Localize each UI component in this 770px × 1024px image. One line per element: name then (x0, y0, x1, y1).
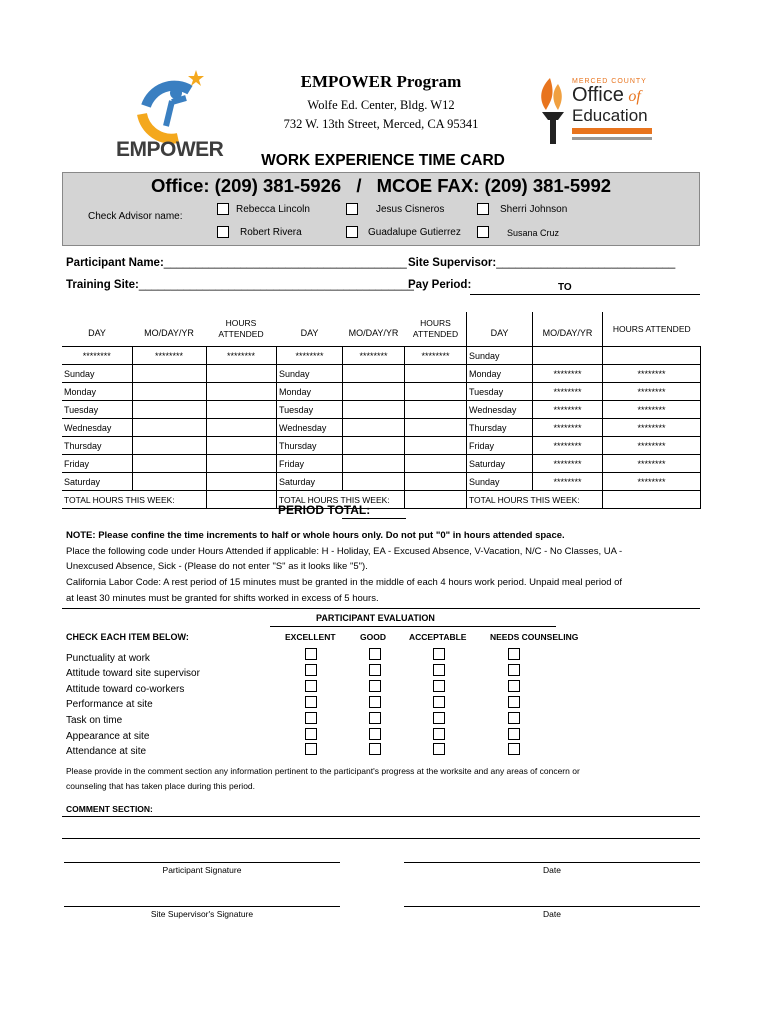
address-line-2: 732 W. 13th Street, Merced, CA 95341 (283, 117, 479, 131)
advisor-checkbox-sherri[interactable] (477, 203, 489, 215)
eval-col-excellent: EXCELLENT (285, 632, 336, 642)
hours-cell[interactable] (206, 383, 276, 401)
col-header-hours (405, 312, 467, 347)
advisor-name: Susana Cruz (507, 228, 560, 238)
stars-cell: ******** (132, 347, 206, 365)
eval-checkbox-needs-counseling[interactable] (508, 712, 520, 724)
pay-period-field[interactable] (470, 294, 700, 295)
col-header-date: MO/DAY/YR (144, 328, 194, 338)
day-cell: Tuesday (277, 401, 343, 419)
mcoe-of-word: of (628, 88, 641, 105)
check-each-label: CHECK EACH ITEM BELOW: (66, 632, 189, 642)
date-cell[interactable] (343, 473, 405, 491)
eval-col-needs-counseling: NEEDS COUNSELING (490, 632, 579, 642)
eval-checkbox-acceptable[interactable] (433, 728, 445, 740)
eval-checkbox-needs-counseling[interactable] (508, 743, 520, 755)
contact-separator: / (356, 175, 362, 196)
table-row (277, 437, 467, 455)
table-row (62, 437, 276, 455)
torch-icon (536, 76, 570, 146)
advisor-checkbox-guadalupe[interactable] (346, 226, 358, 238)
advisor-name: Jesus Cisneros (376, 204, 445, 215)
site-supervisor-label: Site Supervisor: (408, 257, 497, 269)
eval-checkbox-excellent[interactable] (305, 648, 317, 660)
participant-name-label: Participant Name: (66, 257, 164, 269)
hours-cell[interactable] (206, 419, 276, 437)
pay-period-to: TO (558, 282, 572, 293)
period-total-label: PERIOD TOTAL: (278, 503, 371, 517)
day-cell: Wednesday (467, 401, 533, 419)
training-site-label: Training Site: (66, 279, 139, 291)
hours-cell[interactable] (405, 383, 467, 401)
hours-header-bottom: ATTENDED (218, 329, 264, 339)
eval-item: Task on time (66, 715, 123, 726)
stars-cell: ******** (603, 473, 701, 491)
date-cell[interactable] (132, 383, 206, 401)
mcoe-logo (536, 76, 656, 148)
date-cell[interactable] (343, 383, 405, 401)
advisor-name: Robert Rivera (240, 227, 302, 238)
eval-checkbox-excellent[interactable] (305, 728, 317, 740)
date-cell[interactable] (132, 455, 206, 473)
day-cell: Saturday (467, 455, 533, 473)
participant-name-field[interactable]: ______________________________________ (163, 257, 407, 269)
address-line-1: Wolfe Ed. Center, Bldg. W12 (307, 98, 455, 112)
eval-checkbox-good[interactable] (369, 648, 381, 660)
week-total-cell[interactable] (405, 491, 467, 509)
hours-header-top: HOURS (420, 318, 451, 328)
eval-item: Attitude toward site supervisor (66, 668, 200, 679)
stars-cell: ******** (62, 347, 132, 365)
eval-item: Performance at site (66, 699, 153, 710)
table-row (467, 437, 701, 455)
eval-col-acceptable: ACCEPTABLE (409, 632, 467, 642)
col-header-day: DAY (467, 312, 533, 347)
col-header-day: DAY (88, 328, 106, 338)
day-cell: Friday (467, 437, 533, 455)
advisor-name: Rebecca Lincoln (236, 204, 310, 215)
table-row (62, 473, 276, 491)
eval-checkbox-excellent[interactable] (305, 712, 317, 724)
eval-checkbox-needs-counseling[interactable] (508, 648, 520, 660)
eval-checkbox-good[interactable] (369, 712, 381, 724)
eval-checkbox-needs-counseling[interactable] (508, 728, 520, 740)
table-row (467, 383, 701, 401)
eval-checkbox-acceptable[interactable] (433, 696, 445, 708)
date-cell[interactable] (343, 419, 405, 437)
day-cell: Wednesday (62, 419, 132, 437)
site-supervisor-row (408, 257, 675, 269)
eval-checkbox-acceptable[interactable] (433, 648, 445, 660)
eval-checkbox-good[interactable] (369, 696, 381, 708)
stars-cell: ******** (206, 347, 276, 365)
hours-cell[interactable] (206, 365, 276, 383)
eval-checkbox-excellent[interactable] (305, 743, 317, 755)
stars-cell: ******** (533, 401, 603, 419)
hours-cell[interactable] (405, 473, 467, 491)
supervisor-date-label: Date (543, 909, 561, 919)
advisor-checkbox-robert[interactable] (217, 226, 229, 238)
table-row (467, 473, 701, 491)
eval-checkbox-acceptable[interactable] (433, 712, 445, 724)
eval-checkbox-good[interactable] (369, 743, 381, 755)
day-cell: Sunday (277, 365, 343, 383)
col-header-day: DAY (300, 328, 319, 338)
eval-checkbox-excellent[interactable] (305, 696, 317, 708)
table-row (62, 383, 276, 401)
comment-instructions-2: counseling that has taken place during this period. (66, 781, 256, 791)
table-row (467, 419, 701, 437)
comment-instructions: Please provide in the comment section any information pertinent to the participant's progress at the worksite and any areas of concern or (66, 766, 580, 776)
col-header-hours (206, 312, 276, 347)
participant-date-label: Date (543, 865, 561, 875)
advisor-checkbox-susana[interactable] (477, 226, 489, 238)
table-row (467, 401, 701, 419)
stars-cell: ******** (533, 365, 603, 383)
note-line: Unexcused Absence, Sick - (Please do not enter "S" as it looks like "5"). (66, 561, 368, 572)
empower-logo (116, 68, 224, 164)
stars-cell: ******** (603, 383, 701, 401)
table-row (277, 419, 467, 437)
note-line: California Labor Code: A rest period of 15 minutes must be granted in the middle of each 4 hours work period. Unpaid meal period of (66, 577, 623, 588)
eval-item: Attitude toward co-workers (66, 684, 185, 695)
eval-checkbox-good[interactable] (369, 728, 381, 740)
eval-item: Appearance at site (66, 731, 150, 742)
date-cell[interactable] (132, 473, 206, 491)
day-cell: Saturday (62, 473, 132, 491)
week2-table (276, 312, 467, 509)
table-row (62, 401, 276, 419)
advisor-checkbox-rebecca[interactable] (217, 203, 229, 215)
date-cell[interactable] (533, 347, 603, 365)
hours-cell[interactable] (405, 401, 467, 419)
hours-cell[interactable] (206, 473, 276, 491)
eval-checkbox-good[interactable] (369, 680, 381, 692)
day-cell: Friday (62, 455, 132, 473)
note-line: at least 30 minutes must be granted for shifts worked in excess of 5 hours. (66, 593, 379, 604)
table-row (467, 455, 701, 473)
evaluation-divider (270, 626, 556, 627)
day-cell: Tuesday (467, 383, 533, 401)
stars-cell: ******** (533, 383, 603, 401)
eval-checkbox-needs-counseling[interactable] (508, 664, 520, 676)
table-row (277, 401, 467, 419)
table-row (467, 347, 701, 365)
empower-logo-text: EMPOWER (116, 138, 224, 161)
participant-signature-line[interactable] (64, 862, 340, 863)
date-cell[interactable] (343, 437, 405, 455)
training-site-field[interactable]: ___________________________________________ (138, 279, 414, 291)
day-cell: Saturday (277, 473, 343, 491)
stars-cell: ******** (533, 473, 603, 491)
day-cell: Thursday (277, 437, 343, 455)
eval-item: Punctuality at work (66, 653, 150, 664)
comment-line[interactable] (62, 838, 700, 839)
day-cell: Thursday (467, 419, 533, 437)
col-header-hours: HOURS ATTENDED (603, 312, 701, 347)
participant-date-line[interactable] (404, 862, 700, 863)
eval-checkbox-acceptable[interactable] (433, 680, 445, 692)
day-cell: Thursday (62, 437, 132, 455)
table-row (62, 365, 276, 383)
mcoe-office-word: Office (572, 84, 624, 106)
evaluation-title: PARTICIPANT EVALUATION (316, 613, 435, 623)
comment-label: COMMENT SECTION: (66, 804, 153, 814)
eval-item: Attendance at site (66, 746, 147, 757)
hours-cell[interactable] (405, 455, 467, 473)
week-total-label: TOTAL HOURS THIS WEEK: (467, 491, 603, 509)
comment-line[interactable] (62, 816, 700, 817)
eval-checkbox-excellent[interactable] (305, 680, 317, 692)
day-cell: Friday (277, 455, 343, 473)
eval-checkbox-excellent[interactable] (305, 664, 317, 676)
participant-name-row (66, 257, 407, 269)
participant-signature-label: Participant Signature (162, 865, 242, 875)
hours-header-top: HOURS (225, 318, 257, 328)
stars-cell: ******** (603, 437, 701, 455)
note-line: Place the following code under Hours Attended if applicable: H - Holiday, EA - Excused Absence, V-Vacation, N/C - No Classes, UA - (66, 546, 623, 557)
date-cell[interactable] (343, 365, 405, 383)
mcoe-office (572, 84, 641, 107)
fax-number: MCOE FAX: (209) 381-5992 (376, 175, 612, 196)
advisor-name: Guadalupe Gutierrez (368, 227, 461, 238)
date-cell[interactable] (132, 365, 206, 383)
stars-cell: ******** (343, 347, 405, 365)
table-row (467, 365, 701, 383)
training-site-row (66, 279, 414, 291)
eval-col-good: GOOD (360, 632, 386, 642)
advisor-name: Sherri Johnson (500, 204, 568, 215)
pay-period-label: Pay Period: (408, 279, 472, 291)
table-row (277, 383, 467, 401)
stars-cell: ******** (405, 347, 467, 365)
note-line: NOTE: Please confine the time increments to half or whole hours only. Do not put "0" in hours attended space. (66, 530, 565, 541)
day-cell: Sunday (62, 365, 132, 383)
eval-checkbox-needs-counseling[interactable] (508, 680, 520, 692)
hours-cell[interactable] (405, 419, 467, 437)
table-row (277, 473, 467, 491)
day-cell: Monday (62, 383, 132, 401)
mcoe-education: Education (572, 106, 648, 125)
program-title: EMPOWER Program (300, 72, 462, 91)
day-cell: Tuesday (62, 401, 132, 419)
period-total-field[interactable] (342, 518, 406, 519)
week-total-cell[interactable] (603, 491, 701, 509)
stars-cell: ******** (603, 401, 701, 419)
stars-cell: ******** (533, 455, 603, 473)
eval-checkbox-acceptable[interactable] (433, 664, 445, 676)
day-cell: Wednesday (277, 419, 343, 437)
table-row (277, 365, 467, 383)
stars-cell: ******** (533, 419, 603, 437)
date-cell[interactable] (132, 401, 206, 419)
table-row (62, 455, 276, 473)
hours-cell[interactable] (206, 455, 276, 473)
supervisor-signature-line[interactable] (64, 906, 340, 907)
stars-cell: ******** (603, 419, 701, 437)
col-header-date: MO/DAY/YR (348, 328, 399, 338)
eval-checkbox-good[interactable] (369, 664, 381, 676)
mcoe-tagline (572, 137, 652, 140)
stars-cell: ******** (603, 455, 701, 473)
week-total-label: TOTAL HOURS THIS WEEK: (62, 491, 206, 509)
advisor-label: Check Advisor name: (88, 211, 183, 222)
advisor-checkbox-jesus[interactable] (346, 203, 358, 215)
contact-line (62, 175, 700, 197)
eval-checkbox-acceptable[interactable] (433, 743, 445, 755)
table-row (62, 419, 276, 437)
hours-cell[interactable] (405, 365, 467, 383)
stars-cell: ******** (533, 437, 603, 455)
hours-cell[interactable] (603, 347, 701, 365)
eval-checkbox-needs-counseling[interactable] (508, 696, 520, 708)
date-cell[interactable] (343, 455, 405, 473)
week3-table (466, 312, 701, 509)
hours-header-bottom: ATTENDED (412, 329, 459, 339)
date-cell[interactable] (343, 401, 405, 419)
mcoe-stripe (572, 128, 652, 134)
date-cell[interactable] (132, 437, 206, 455)
stars-cell: ******** (277, 347, 343, 365)
site-supervisor-field[interactable]: ____________________________ (496, 257, 676, 269)
day-cell: Sunday (467, 347, 533, 365)
day-cell: Monday (467, 365, 533, 383)
hours-cell[interactable] (206, 437, 276, 455)
table-row (277, 455, 467, 473)
week1-table (62, 312, 277, 509)
day-cell: Sunday (467, 473, 533, 491)
day-cell: Monday (277, 383, 343, 401)
hours-cell[interactable] (405, 437, 467, 455)
stars-cell: ******** (603, 365, 701, 383)
week-total-cell[interactable] (206, 491, 276, 509)
week-total-label: TOTAL HOURS THIS WEEK: (277, 491, 405, 509)
hours-cell[interactable] (206, 401, 276, 419)
supervisor-date-line[interactable] (404, 906, 700, 907)
supervisor-signature-label: Site Supervisor's Signature (150, 909, 254, 919)
date-cell[interactable] (132, 419, 206, 437)
col-header-date: MO/DAY/YR (533, 312, 603, 347)
office-phone: Office: (209) 381-5926 (150, 175, 342, 196)
mcoe-county: MERCED COUNTY (572, 78, 647, 85)
divider (62, 608, 700, 609)
form-title: WORK EXPERIENCE TIME CARD (261, 152, 505, 169)
